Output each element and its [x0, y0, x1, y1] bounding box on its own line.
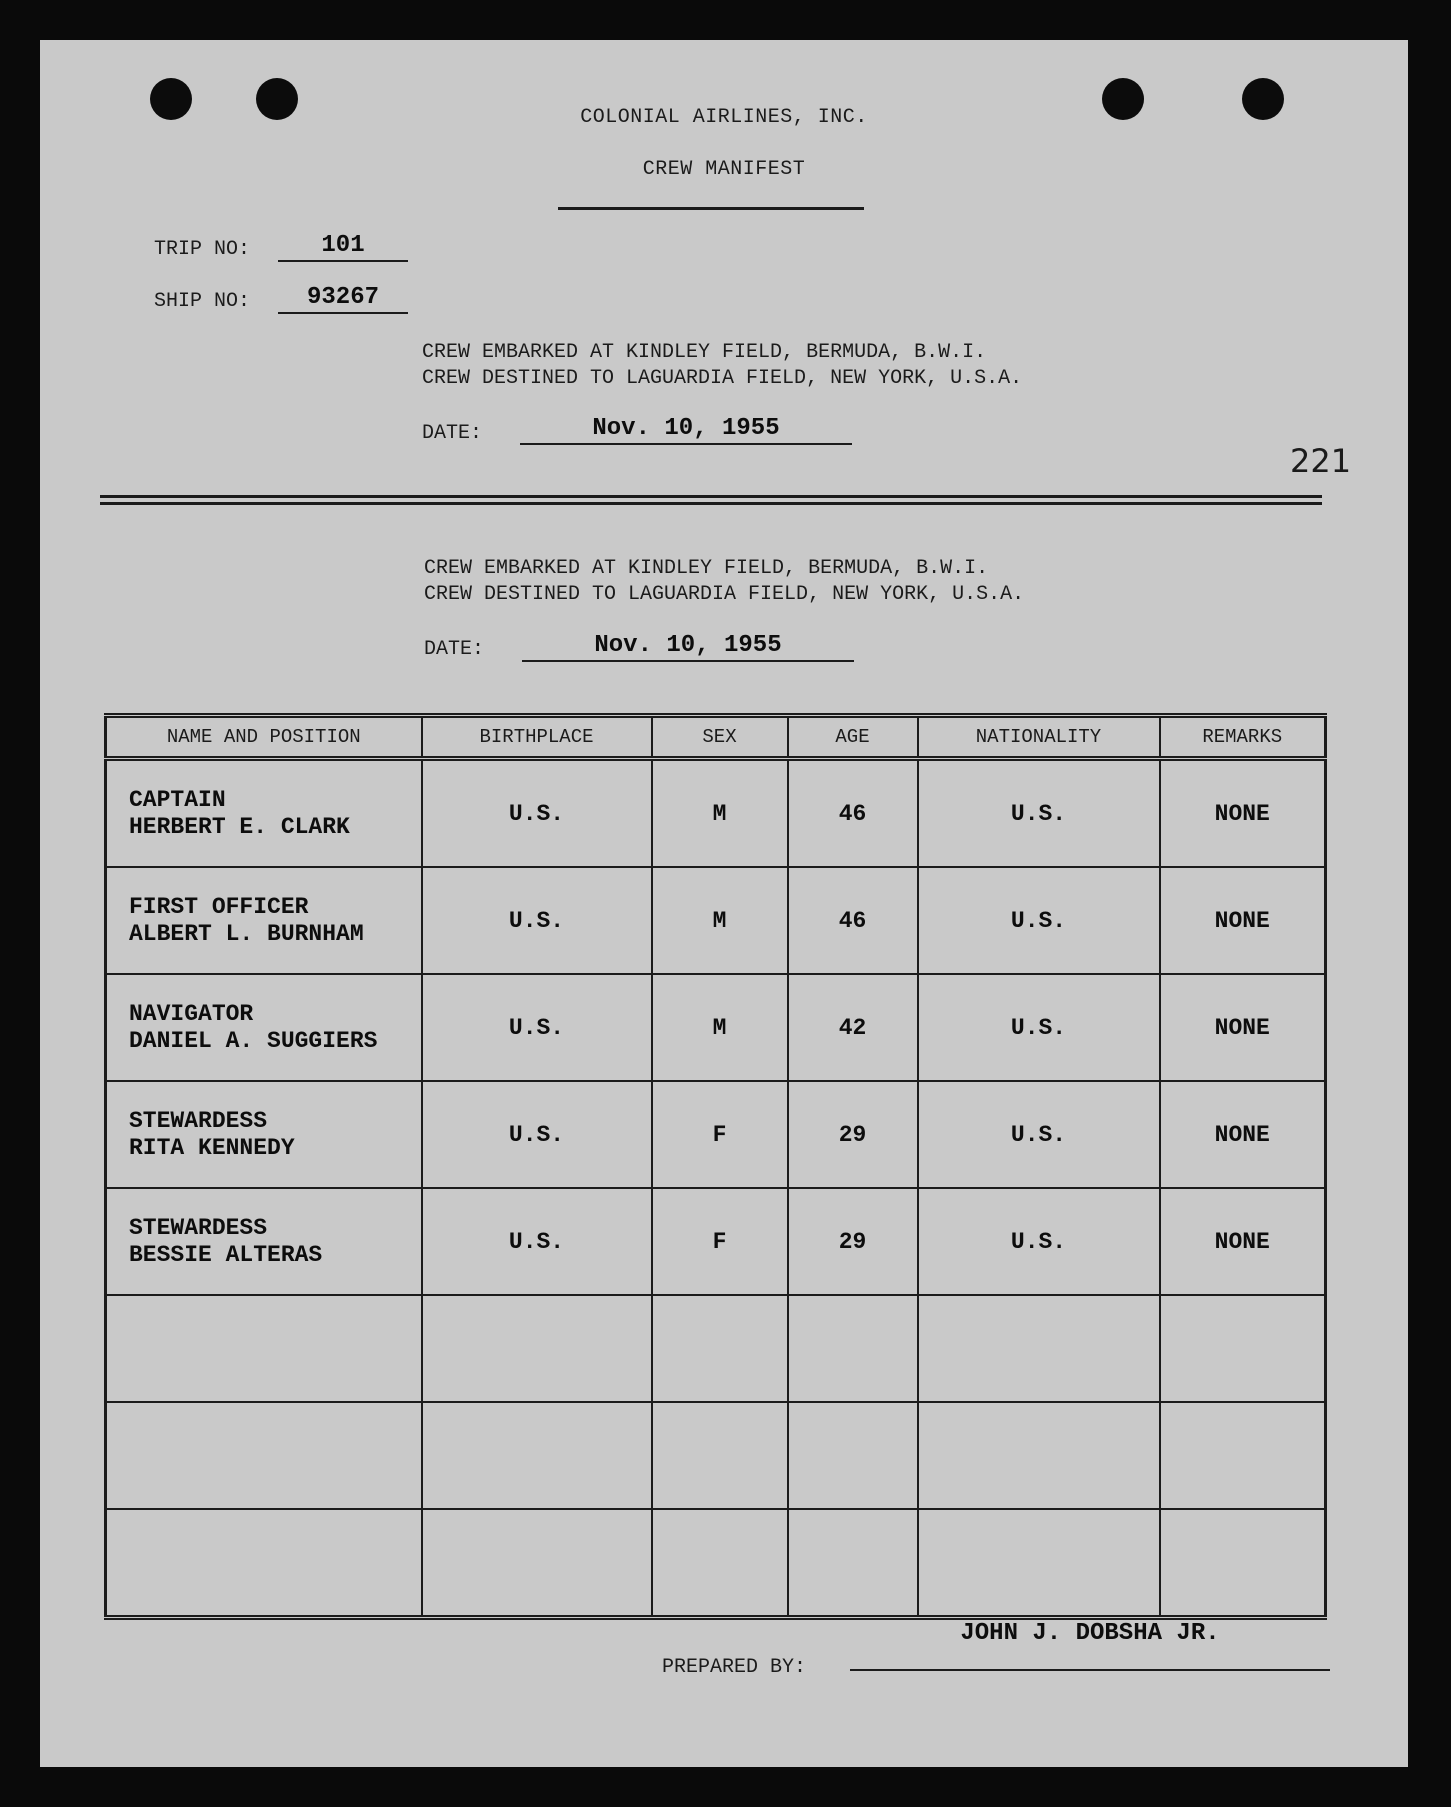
crew-name: BESSIE ALTERAS — [129, 1241, 323, 1268]
age-cell: 29 — [788, 1081, 918, 1188]
trip-number: 101 — [278, 232, 408, 262]
crew-position: CAPTAIN — [129, 786, 226, 813]
empty-cell — [652, 1402, 788, 1509]
remarks-cell: NONE — [1160, 759, 1326, 868]
empty-cell — [918, 1509, 1160, 1618]
age-cell: 29 — [788, 1188, 918, 1295]
nationality-cell: U.S. — [918, 1081, 1160, 1188]
crew-position: NAVIGATOR — [129, 1000, 254, 1027]
document-title: CREW MANIFEST — [642, 158, 806, 181]
empty-cell — [788, 1402, 918, 1509]
destined-line: CREW DESTINED TO LAGUARDIA FIELD, NEW YORK, U.S.A. — [422, 367, 1023, 390]
empty-row — [106, 1295, 1326, 1402]
crew-name-cell — [106, 759, 422, 868]
crew-name: DANIEL A. SUGGIERS — [129, 1027, 378, 1054]
crew-position: STEWARDESS — [129, 1107, 268, 1134]
title-underline — [558, 207, 864, 210]
age-cell: 42 — [788, 974, 918, 1081]
crew-name-cell — [106, 1081, 422, 1188]
crew-name-cell — [106, 974, 422, 1081]
crew-table — [104, 713, 1327, 1620]
date-value: Nov. 10, 1955 — [520, 415, 852, 445]
table-row — [106, 974, 1326, 1081]
ship-number: 93267 — [278, 284, 408, 314]
empty-cell — [106, 1402, 422, 1509]
prepared-by-value: JOHN J. DOBSHA JR. — [850, 1620, 1330, 1671]
crew-name: HERBERT E. CLARK — [129, 813, 350, 840]
crew-name-cell — [106, 1188, 422, 1295]
nationality-cell: U.S. — [918, 1188, 1160, 1295]
manifest-page — [40, 40, 1408, 1767]
empty-cell — [106, 1295, 422, 1402]
remarks-cell: NONE — [1160, 974, 1326, 1081]
empty-cell — [918, 1295, 1160, 1402]
table-row — [106, 867, 1326, 974]
crew-name-cell — [106, 867, 422, 974]
empty-row — [106, 1402, 1326, 1509]
birthplace-cell: U.S. — [422, 974, 652, 1081]
remarks-cell: NONE — [1160, 1081, 1326, 1188]
empty-cell — [652, 1295, 788, 1402]
page-number: 221 — [1290, 442, 1352, 480]
sex-cell: F — [652, 1188, 788, 1295]
sex-cell: M — [652, 759, 788, 868]
age-cell: 46 — [788, 867, 918, 974]
header-birthplace: BIRTHPLACE — [422, 716, 652, 759]
birthplace-cell: U.S. — [422, 1081, 652, 1188]
empty-cell — [788, 1509, 918, 1618]
sex-cell: M — [652, 867, 788, 974]
crew-name: RITA KENNEDY — [129, 1134, 295, 1161]
date-value: Nov. 10, 1955 — [522, 632, 854, 662]
empty-cell — [422, 1295, 652, 1402]
destined-line: CREW DESTINED TO LAGUARDIA FIELD, NEW YORK, U.S.A. — [424, 583, 1025, 606]
crew-position: FIRST OFFICER — [129, 893, 309, 920]
empty-cell — [1160, 1402, 1326, 1509]
birthplace-cell: U.S. — [422, 867, 652, 974]
empty-cell — [652, 1509, 788, 1618]
trip-label: TRIP NO: — [154, 238, 251, 261]
birthplace-cell: U.S. — [422, 1188, 652, 1295]
header-age: AGE — [788, 716, 918, 759]
embarked-line: CREW EMBARKED AT KINDLEY FIELD, BERMUDA, B.W.I. — [424, 557, 989, 580]
header-nationality: NATIONALITY — [918, 716, 1160, 759]
empty-row — [106, 1509, 1326, 1618]
sex-cell: M — [652, 974, 788, 1081]
empty-cell — [788, 1295, 918, 1402]
ship-label: SHIP NO: — [154, 290, 251, 313]
empty-cell — [1160, 1509, 1326, 1618]
section-divider — [100, 502, 1322, 505]
header-remarks: REMARKS — [1160, 716, 1326, 759]
empty-cell — [106, 1509, 422, 1618]
crew-position: STEWARDESS — [129, 1214, 268, 1241]
nationality-cell: U.S. — [918, 867, 1160, 974]
date-label: DATE: — [422, 422, 483, 445]
table-row — [106, 1188, 1326, 1295]
birthplace-cell: U.S. — [422, 759, 652, 868]
empty-cell — [918, 1402, 1160, 1509]
header-name: NAME AND POSITION — [106, 716, 422, 759]
table-row — [106, 759, 1326, 868]
sex-cell: F — [652, 1081, 788, 1188]
remarks-cell: NONE — [1160, 1188, 1326, 1295]
prepared-by-label: PREPARED BY: — [662, 1656, 807, 1679]
nationality-cell: U.S. — [918, 759, 1160, 868]
age-cell: 46 — [788, 759, 918, 868]
table-header-row — [106, 716, 1326, 759]
empty-cell — [422, 1402, 652, 1509]
empty-cell — [1160, 1295, 1326, 1402]
table-row — [106, 1081, 1326, 1188]
nationality-cell: U.S. — [918, 974, 1160, 1081]
header-sex: SEX — [652, 716, 788, 759]
date-label: DATE: — [424, 638, 485, 661]
empty-cell — [422, 1509, 652, 1618]
remarks-cell: NONE — [1160, 867, 1326, 974]
crew-name: ALBERT L. BURNHAM — [129, 920, 364, 947]
embarked-line: CREW EMBARKED AT KINDLEY FIELD, BERMUDA, B.W.I. — [422, 341, 987, 364]
section-divider — [100, 495, 1322, 498]
company-name: COLONIAL AIRLINES, INC. — [580, 106, 868, 129]
